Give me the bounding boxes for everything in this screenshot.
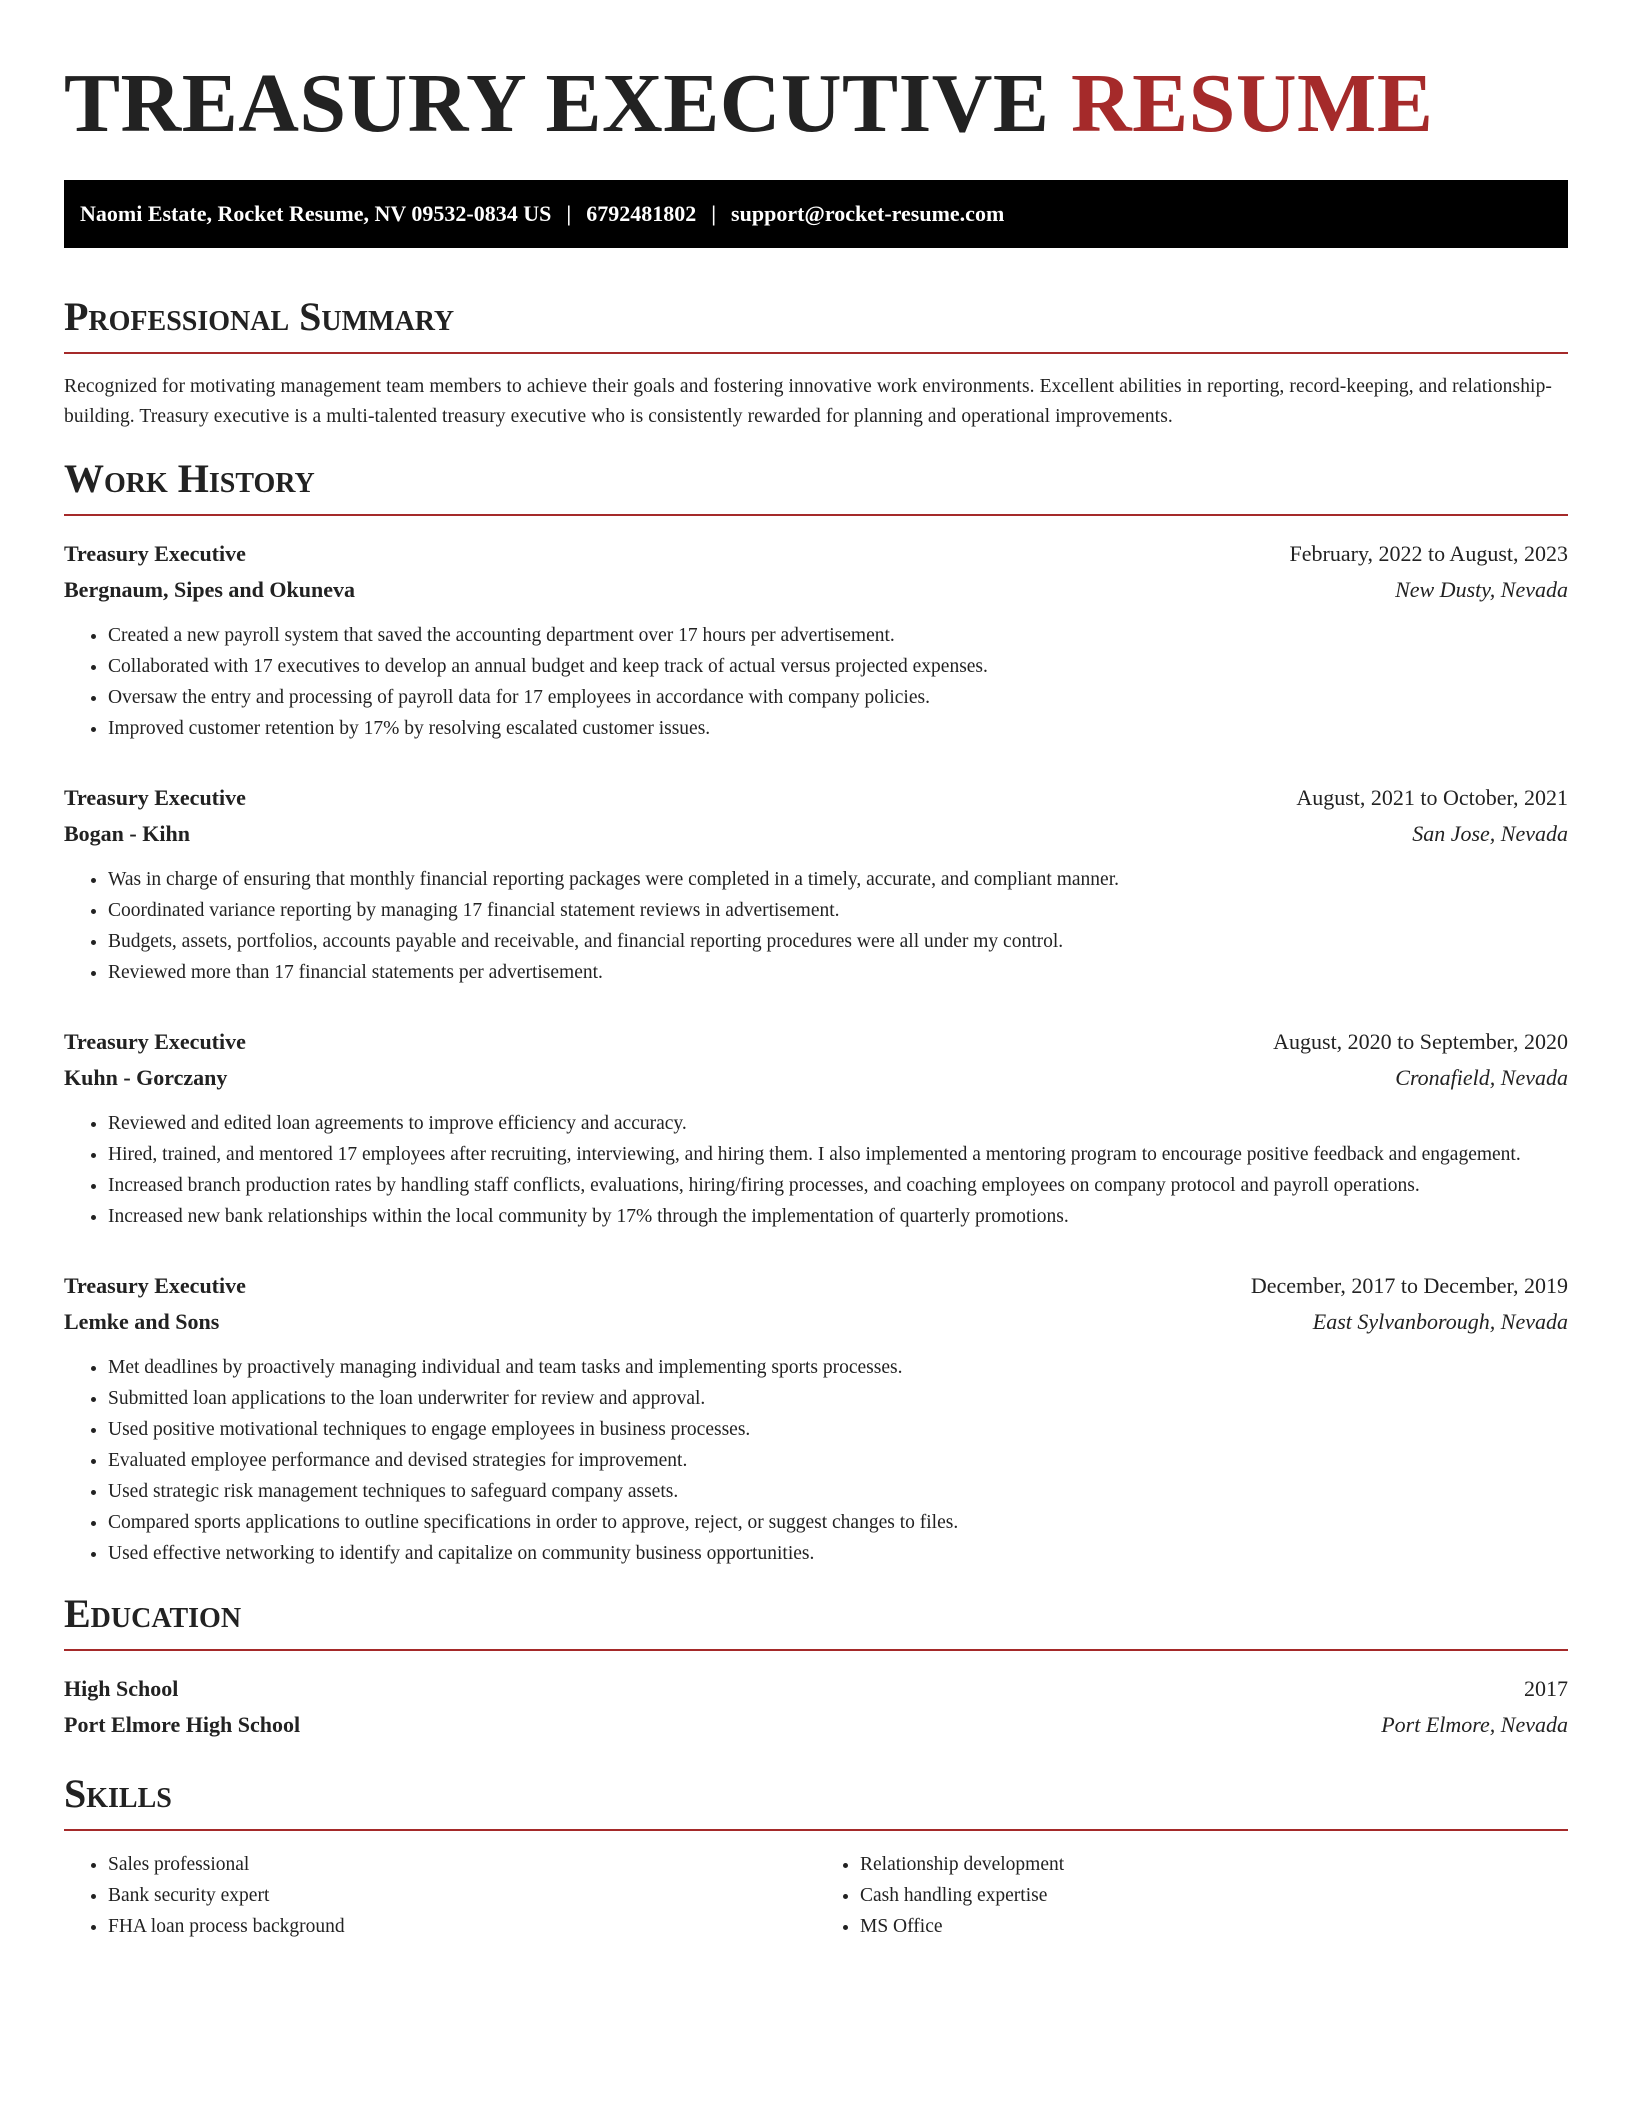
section-heading-summary: Professional Summary bbox=[64, 292, 1568, 354]
contact-email: support@rocket-resume.com bbox=[731, 201, 1005, 226]
summary-text: Recognized for motivating management team members to achieve their goals and fostering innovative work environments. Excellent abilities in reporting, record-keeping, and relationship-building. Treasury executive is a multi-talented treasury executive who is consistently rewarded for planning and operational improvements. bbox=[64, 376, 1553, 427]
job-bullet: • Evaluated employee performance and devised strategies for improvement. bbox=[108, 1445, 1568, 1476]
job-bullet: • Collaborated with 17 executives to develop an annual budget and keep track of actual versus projected expenses. bbox=[108, 651, 1568, 682]
job-location: New Dusty, Nevada bbox=[1395, 577, 1568, 602]
job-bullets bbox=[64, 1352, 1568, 1569]
education-degree: High School bbox=[64, 1676, 179, 1701]
job-bullet: • Improved customer retention by 17% by resolving escalated customer issues. bbox=[108, 713, 1568, 744]
skills-list-right bbox=[816, 1849, 1568, 1942]
contact-bar bbox=[64, 180, 1568, 248]
job-title: Treasury Executive bbox=[64, 785, 246, 810]
job-bullet: • Increased branch production rates by handling staff conflicts, evaluations, hiring/firing processes, and coaching employees on company protocol and payroll operations. bbox=[108, 1170, 1568, 1201]
job-bullet: • Budgets, assets, portfolios, accounts payable and receivable, and financial reporting procedures were all under my control. bbox=[108, 926, 1568, 957]
job-dates: December, 2017 to December, 2019 bbox=[1250, 1273, 1568, 1298]
education-location: Port Elmore, Nevada bbox=[1381, 1712, 1568, 1737]
section-heading-work-history: Work History bbox=[64, 454, 1568, 516]
job-bullet: • Coordinated variance reporting by managing 17 financial statement reviews in advertisement. bbox=[108, 895, 1568, 926]
job-entry bbox=[64, 1268, 1568, 1569]
education-entry bbox=[64, 1671, 1568, 1743]
job-location: San Jose, Nevada bbox=[1412, 821, 1568, 846]
job-dates: February, 2022 to August, 2023 bbox=[1289, 541, 1568, 566]
section-heading-education: Education bbox=[64, 1589, 1568, 1651]
skills-section bbox=[64, 1769, 1568, 1942]
job-bullet: • Used positive motivational techniques to engage employees in business processes. bbox=[108, 1414, 1568, 1445]
job-bullet: • Used effective networking to identify and capitalize on community business opportunities. bbox=[108, 1538, 1568, 1569]
job-bullet: • Used strategic risk management techniques to safeguard company assets. bbox=[108, 1476, 1568, 1507]
education-year: 2017 bbox=[1524, 1676, 1568, 1701]
skills-grid bbox=[64, 1849, 1568, 1942]
job-entry bbox=[64, 1024, 1568, 1232]
job-dates: August, 2020 to September, 2020 bbox=[1273, 1029, 1568, 1054]
job-dates: August, 2021 to October, 2021 bbox=[1296, 785, 1568, 810]
job-company: Bergnaum, Sipes and Okuneva bbox=[64, 577, 355, 602]
contact-separator: | bbox=[566, 201, 572, 226]
job-company: Lemke and Sons bbox=[64, 1309, 220, 1334]
contact-phone: 6792481802 bbox=[586, 201, 697, 226]
work-history-section bbox=[64, 454, 1568, 1569]
job-bullet: • Hired, trained, and mentored 17 employees after recruiting, interviewing, and hiring them. I also implemented a mentoring program to encourage positive feedback and engagement. bbox=[108, 1139, 1568, 1170]
job-location: Cronafield, Nevada bbox=[1395, 1065, 1568, 1090]
job-title: Treasury Executive bbox=[64, 1029, 246, 1054]
skill-item: • Cash handling expertise bbox=[860, 1880, 1568, 1911]
skill-item: • FHA loan process background bbox=[108, 1911, 816, 1942]
skill-item: • Bank security expert bbox=[108, 1880, 816, 1911]
job-bullet: • Was in charge of ensuring that monthly financial reporting packages were completed in a timely, accurate, and compliant manner. bbox=[108, 864, 1568, 895]
job-bullet: • Met deadlines by proactively managing individual and team tasks and implementing sports processes. bbox=[108, 1352, 1568, 1383]
job-bullet: • Compared sports applications to outline specifications in order to approve, reject, or suggest changes to files. bbox=[108, 1507, 1568, 1538]
job-bullet: • Created a new payroll system that saved the accounting department over 17 hours per advertisement. bbox=[108, 620, 1568, 651]
resume-title bbox=[64, 0, 1568, 150]
job-title: Treasury Executive bbox=[64, 541, 246, 566]
title-main: TREASURY EXECUTIVE bbox=[64, 57, 1050, 150]
job-bullet: • Submitted loan applications to the loan underwriter for review and approval. bbox=[108, 1383, 1568, 1414]
job-location: East Sylvanborough, Nevada bbox=[1312, 1309, 1568, 1334]
job-bullets bbox=[64, 1108, 1568, 1232]
job-entry bbox=[64, 536, 1568, 744]
title-accent: RESUME bbox=[1070, 57, 1434, 150]
contact-address: Naomi Estate, Rocket Resume, NV 09532-0834 US bbox=[80, 201, 552, 226]
job-title: Treasury Executive bbox=[64, 1273, 246, 1298]
job-bullets bbox=[64, 620, 1568, 744]
job-entry bbox=[64, 780, 1568, 988]
job-bullet: • Reviewed more than 17 financial statements per advertisement. bbox=[108, 957, 1568, 988]
skills-list-left bbox=[64, 1849, 816, 1942]
job-company: Kuhn - Gorczany bbox=[64, 1065, 228, 1090]
job-company: Bogan - Kihn bbox=[64, 821, 190, 846]
job-bullets bbox=[64, 864, 1568, 988]
skill-item: • MS Office bbox=[860, 1911, 1568, 1942]
education-section bbox=[64, 1589, 1568, 1743]
section-heading-skills: Skills bbox=[64, 1769, 1568, 1831]
skill-item: • Sales professional bbox=[108, 1849, 816, 1880]
skill-item: • Relationship development bbox=[860, 1849, 1568, 1880]
summary-section bbox=[64, 292, 1568, 432]
job-bullet: • Increased new bank relationships within the local community by 17% through the implementation of quarterly promotions. bbox=[108, 1201, 1568, 1232]
job-bullet: • Oversaw the entry and processing of payroll data for 17 employees in accordance with company policies. bbox=[108, 682, 1568, 713]
contact-separator: | bbox=[711, 201, 717, 226]
education-school: Port Elmore High School bbox=[64, 1712, 301, 1737]
job-bullet: • Reviewed and edited loan agreements to improve efficiency and accuracy. bbox=[108, 1108, 1568, 1139]
